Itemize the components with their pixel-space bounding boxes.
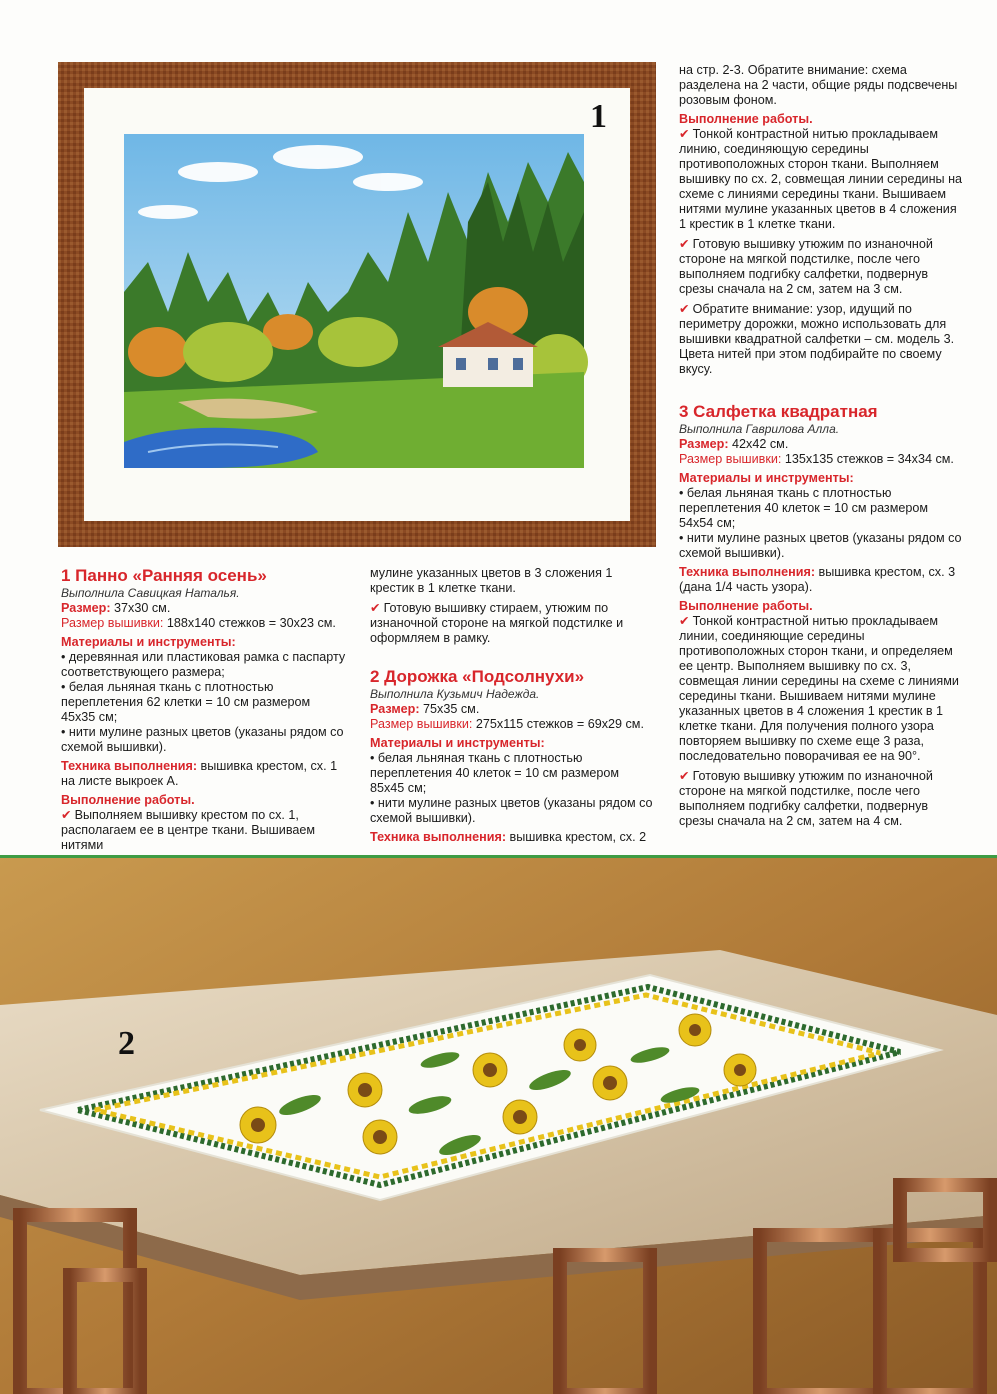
item-2-author: Выполнила Кузьмич Надежда. bbox=[370, 687, 540, 701]
item-3-author: Выполнила Гаврилова Алла. bbox=[679, 422, 840, 436]
work-title: Выполнение работы. bbox=[61, 793, 195, 807]
work-title: Выполнение работы. bbox=[679, 112, 813, 126]
check-icon: ✔ bbox=[679, 769, 690, 783]
check-icon: ✔ bbox=[370, 601, 381, 615]
continued-text: мулине указанных цветов в 3 сложения 1 крестик в 1 клетке ткани. bbox=[370, 566, 613, 595]
item-1-author: Выполнила Савицкая Наталья. bbox=[61, 586, 240, 600]
size-line: Размер: 37x30 см. bbox=[61, 601, 171, 615]
technique-line: Техника выполнения: вышивка крестом, сх. 1 на листе выкроек А. bbox=[61, 759, 338, 788]
check-icon: ✔ bbox=[679, 237, 690, 251]
figure-2-number: 2 bbox=[118, 1025, 135, 1062]
materials-label: Материалы и инструменты: bbox=[679, 471, 854, 485]
check-icon: ✔ bbox=[679, 302, 690, 316]
step: ✔ Готовую вышивку стираем, утюжим по изнаночной стороне на мягкой подстилке и оформляем в рамку. bbox=[370, 601, 624, 645]
step: ✔ Готовую вышивку утюжим по изнаночной стороне на мягкой подстилке, после чего выполняем подгибку салфетки, подвернув срезы сначала на 2 см, затем на 4 см. bbox=[679, 769, 933, 828]
size-line: Размер: 42x42 см. bbox=[679, 437, 789, 451]
material-item: • нити мулине разных цветов (указаны рядом со схемой вышивки). bbox=[61, 725, 348, 755]
figure-2-table-runner-photo bbox=[0, 855, 997, 1394]
check-icon: ✔ bbox=[679, 127, 690, 141]
materials-label: Материалы и инструменты: bbox=[370, 736, 545, 750]
step: ✔ Тонкой контрастной нитью прокладываем линии, соединяющие середины противоположных сторон ткани, и определяем ее центр. Выполняем вышивку по сх. 3, совмещая линии середины на схеме с линиями середины ткани. Вышиваем нитями мулине указанных цветов в 4 сложения 1 крестик в 1 клетке ткани. Для получения полного узора повторяем вышивку по схеме еще 3 раза, последовательно поворачивая ее на 90°. bbox=[679, 614, 959, 763]
item-2-description bbox=[370, 667, 656, 845]
figure-1-number: 1 bbox=[590, 98, 607, 135]
embroidery-size-line: Размер вышивки: 135x135 стежков = 34x34 см. bbox=[679, 452, 954, 466]
item-3-title: 3 Салфетка квадратная bbox=[679, 402, 878, 421]
material-item: • деревянная или пластиковая рамка с паспарту соответствующего размера; bbox=[61, 650, 348, 680]
embroidery-size-line: Размер вышивки: 275x115 стежков = 69x29 см. bbox=[370, 717, 644, 731]
material-item: • белая льняная ткань с плотностью переплетения 40 клеток = 10 см размером 54x54 см; bbox=[679, 486, 964, 531]
material-item: • белая льняная ткань с плотностью переплетения 40 клеток = 10 см размером 85x45 см; bbox=[370, 751, 656, 796]
item-1-continued bbox=[370, 566, 656, 646]
size-line: Размер: 75x35 см. bbox=[370, 702, 480, 716]
item-1-title: 1 Панно «Ранняя осень» bbox=[61, 566, 267, 585]
check-icon: ✔ bbox=[679, 614, 690, 628]
materials-label: Материалы и инструменты: bbox=[61, 635, 236, 649]
step: ✔ Тонкой контрастной нитью прокладываем линию, соединяющую середины противоположных сторон ткани. Выполняем вышивку по сх. 2, совмещая линии середины на схеме с линиями середины ткани. Вышиваем нитями мулине указанных цветов в 4 сложения 1 крестик в 1 клетке ткани. bbox=[679, 127, 963, 231]
work-title: Выполнение работы. bbox=[679, 599, 813, 613]
technique-line: Техника выполнения: вышивка крестом, сх. 3 (дана 1/4 часть узора). bbox=[679, 565, 956, 594]
material-item: • нити мулине разных цветов (указаны рядом со схемой вышивки). bbox=[679, 531, 964, 561]
material-item: • белая льняная ткань с плотностью переплетения 62 клетки = 10 см размером 45x35 см; bbox=[61, 680, 348, 725]
item-1-description bbox=[61, 566, 348, 853]
continued-intro: на стр. 2-3. Обратите внимание: схема разделена на 2 части, общие ряды подсвечены розовым фоном. bbox=[679, 63, 958, 107]
check-icon: ✔ bbox=[61, 808, 72, 822]
step: ✔ Обратите внимание: узор, идущий по периметру дорожки, можно использовать для вышивки квадратной салфетки – см. модель 3. Цвета нитей при этом подбирайте по своему вкусу. bbox=[679, 302, 955, 376]
right-column-item2-continued bbox=[679, 63, 964, 377]
item-3-description bbox=[679, 402, 964, 829]
item-2-title: 2 Дорожка «Подсолнухи» bbox=[370, 667, 585, 686]
technique-line: Техника выполнения: вышивка крестом, сх. 2 bbox=[370, 830, 647, 844]
material-item: • нити мулине разных цветов (указаны рядом со схемой вышивки). bbox=[370, 796, 656, 826]
step: ✔ Выполняем вышивку крестом по сх. 1, располагаем ее в центре ткани. Вышиваем нитями bbox=[61, 808, 316, 852]
step: ✔ Готовую вышивку утюжим по изнаночной стороне на мягкой подстилке, после чего выполняем подгибку салфетки, подвернув срезы сначала на 2 см, затем на 3 см. bbox=[679, 237, 933, 296]
embroidery-size-line: Размер вышивки: 188x140 стежков = 30x23 см. bbox=[61, 616, 336, 630]
figure-1-framed-picture bbox=[58, 62, 656, 547]
